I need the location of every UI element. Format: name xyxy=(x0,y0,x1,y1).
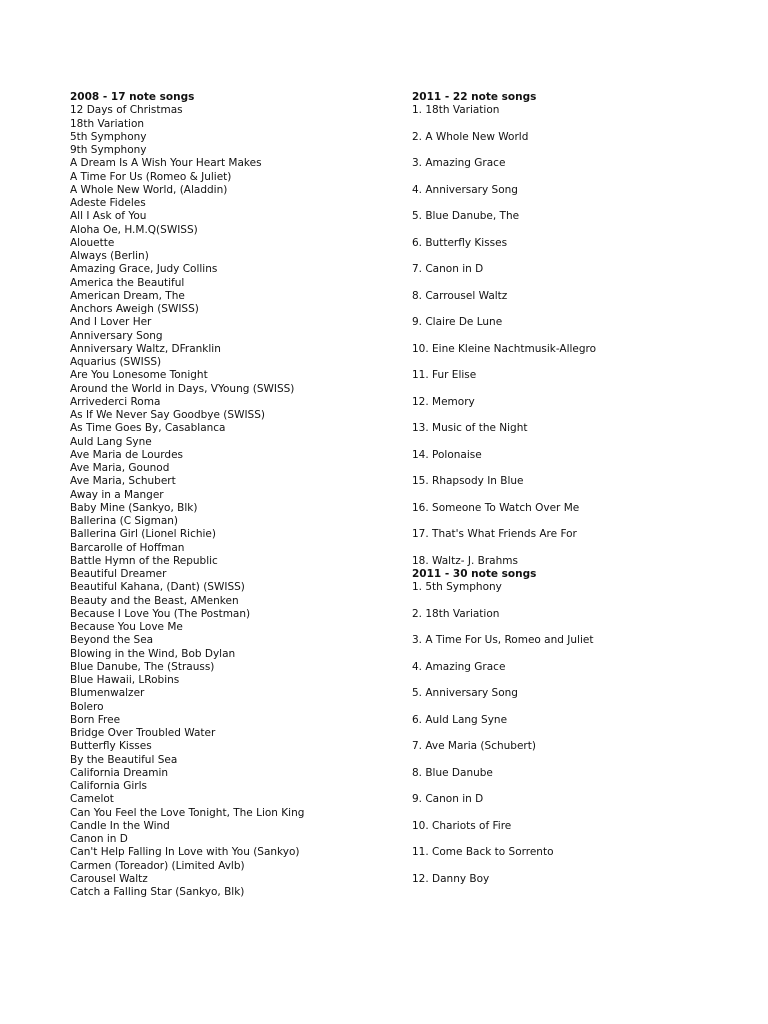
song-item: Anniversary Song xyxy=(70,329,163,342)
song-list-2008 xyxy=(70,104,400,899)
song-item: Blue Danube, The (Strauss) xyxy=(70,660,215,673)
song-item: 13. Music of the Night xyxy=(412,422,528,435)
song-item: 16. Someone To Watch Over Me xyxy=(412,501,580,514)
song-item: Ballerina Girl (Lionel Richie) xyxy=(70,528,216,541)
song-item: Because I Love You (The Postman) xyxy=(70,607,251,620)
song-item: 1. 18th Variation xyxy=(412,104,500,117)
song-item: 7. Canon in D xyxy=(412,263,484,276)
song-item: 14. Polonaise xyxy=(412,448,482,461)
song-item: Arrivederci Roma xyxy=(70,395,161,408)
song-item: 10. Chariots of Fire xyxy=(412,819,512,832)
song-item: Catch a Falling Star (Sankyo, Blk) xyxy=(70,886,245,898)
song-item: 3. A Time For Us, Romeo and Juliet xyxy=(412,634,594,647)
song-item: 4. Anniversary Song xyxy=(412,183,518,196)
song-item: Beautiful Dreamer xyxy=(70,568,167,580)
song-item: Ave Maria, Schubert xyxy=(70,475,176,488)
song-item: 6. Auld Lang Syne xyxy=(412,713,508,726)
song-item: Canon in D xyxy=(70,833,128,845)
song-item: Amazing Grace, Judy Collins xyxy=(70,263,218,276)
song-item: By the Beautiful Sea xyxy=(70,753,178,766)
right-column xyxy=(412,91,752,886)
song-item: 8. Blue Danube xyxy=(412,766,493,779)
song-item: 6. Butterfly Kisses xyxy=(412,236,508,249)
song-item: As If We Never Say Goodbye (SWISS) xyxy=(70,409,265,421)
song-item: As Time Goes By, Casablanca xyxy=(70,422,226,435)
song-item: 17. That's What Friends Are For xyxy=(412,528,577,541)
song-item: 12. Memory xyxy=(412,395,475,408)
song-item: Anniversary Waltz, DFranklin xyxy=(70,342,221,355)
song-item: 12 Days of Christmas xyxy=(70,104,183,117)
song-item: 9. Canon in D xyxy=(412,793,484,806)
song-item: Auld Lang Syne xyxy=(70,435,152,448)
song-item: Beyond the Sea xyxy=(70,634,154,647)
song-item: 3. Amazing Grace xyxy=(412,157,506,170)
song-item: Beautiful Kahana, (Dant) (SWISS) xyxy=(70,581,245,594)
song-item: 11. Fur Elise xyxy=(412,369,477,382)
song-item: Can't Help Falling In Love with You (Sankyo) xyxy=(70,846,300,859)
song-item: Away in a Manger xyxy=(70,488,164,501)
song-item: 5. Anniversary Song xyxy=(412,687,518,700)
song-item: Born Free xyxy=(70,713,121,726)
song-item: 1. 5th Symphony xyxy=(412,581,502,594)
song-item: Camelot xyxy=(70,793,114,806)
song-item: Carmen (Toreador) (Limited Avlb) xyxy=(70,859,245,872)
song-item: 18. Waltz- J. Brahms xyxy=(412,554,518,567)
song-item: Are You Lonesome Tonight xyxy=(70,369,208,382)
song-item: All I Ask of You xyxy=(70,210,147,223)
section-heading-2008-17-note: 2008 - 17 note songs xyxy=(70,91,195,103)
song-item: Always (Berlin) xyxy=(70,250,149,262)
song-item: Battle Hymn of the Republic xyxy=(70,554,218,567)
left-column xyxy=(70,91,400,899)
song-item: And I Lover Her xyxy=(70,316,152,329)
song-item: 15. Rhapsody In Blue xyxy=(412,475,524,488)
song-item: Anchors Aweigh (SWISS) xyxy=(70,303,199,315)
song-item: 2. A Whole New World xyxy=(412,130,529,143)
song-item: 10. Eine Kleine Nachtmusik-Allegro xyxy=(412,342,597,355)
song-item: 18th Variation xyxy=(70,117,145,130)
song-list-2011-22-note xyxy=(412,104,752,568)
song-item: American Dream, The xyxy=(70,289,185,302)
song-item: Adeste Fideles xyxy=(70,197,146,209)
song-item: Aloha Oe, H.M.Q(SWISS) xyxy=(70,223,198,236)
song-item: A Whole New World, (Aladdin) xyxy=(70,183,228,196)
song-item: Carousel Waltz xyxy=(70,872,148,885)
song-item: 2. 18th Variation xyxy=(412,607,500,620)
song-item: Alouette xyxy=(70,236,115,249)
song-item: Because You Love Me xyxy=(70,621,183,633)
song-item: A Dream Is A Wish Your Heart Makes xyxy=(70,157,262,170)
song-item: 5. Blue Danube, The xyxy=(412,210,520,223)
song-item: 4. Amazing Grace xyxy=(412,660,506,673)
song-item: Ballerina (C Sigman) xyxy=(70,515,179,527)
song-item: California Dreamin xyxy=(70,766,169,779)
song-item: Bridge Over Troubled Water xyxy=(70,727,216,739)
song-item: 12. Danny Boy xyxy=(412,872,490,885)
song-item: 5th Symphony xyxy=(70,130,147,143)
song-item: 9. Claire De Lune xyxy=(412,316,503,329)
song-item: America the Beautiful xyxy=(70,276,185,289)
section-heading-2011-30-note: 2011 - 30 note songs xyxy=(412,568,537,580)
song-item: Blue Hawaii, LRobins xyxy=(70,674,180,686)
song-item: Barcarolle of Hoffman xyxy=(70,541,185,554)
song-item: Around the World in Days, VYoung (SWISS) xyxy=(70,382,295,395)
song-item: Butterfly Kisses xyxy=(70,740,152,753)
song-item: 8. Carrousel Waltz xyxy=(412,289,508,302)
song-item: Blumenwalzer xyxy=(70,687,145,700)
song-item: Ave Maria de Lourdes xyxy=(70,448,184,461)
song-item: 11. Come Back to Sorrento xyxy=(412,846,554,859)
song-item: Blowing in the Wind, Bob Dylan xyxy=(70,647,236,660)
song-item: California Girls xyxy=(70,780,147,792)
song-item: 7. Ave Maria (Schubert) xyxy=(412,740,536,753)
song-list-2011-30-note xyxy=(412,581,752,886)
song-item: Ave Maria, Gounod xyxy=(70,462,170,474)
song-item: 9th Symphony xyxy=(70,144,147,156)
song-item: Candle In the Wind xyxy=(70,819,170,832)
song-item: Aquarius (SWISS) xyxy=(70,356,162,368)
song-item: Bolero xyxy=(70,700,104,713)
song-item: Baby Mine (Sankyo, Blk) xyxy=(70,501,198,514)
section-heading-2011-22-note: 2011 - 22 note songs xyxy=(412,91,537,103)
song-item: Beauty and the Beast, AMenken xyxy=(70,594,239,607)
song-item: Can You Feel the Love Tonight, The Lion King xyxy=(70,806,305,819)
song-item: A Time For Us (Romeo & Juliet) xyxy=(70,170,232,183)
